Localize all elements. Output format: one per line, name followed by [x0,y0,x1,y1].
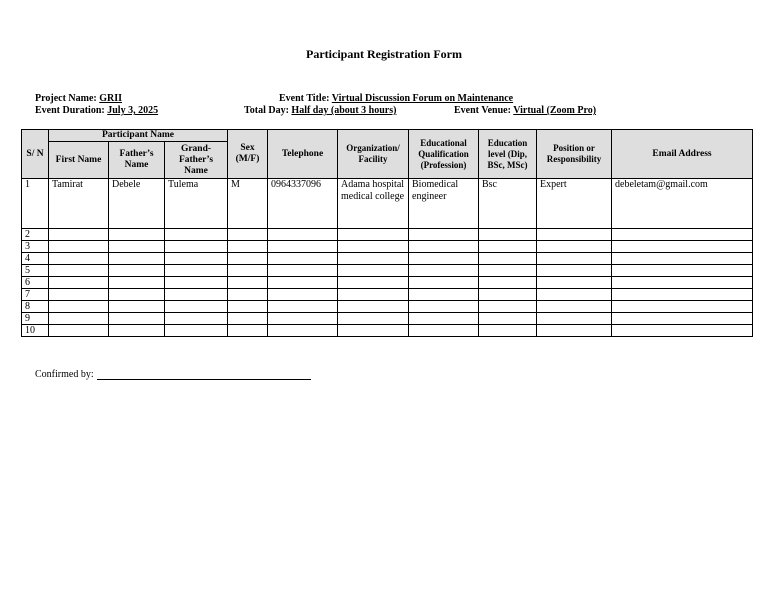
cell-telephone[interactable] [268,229,338,241]
cell-sex[interactable] [228,325,268,337]
header-email: Email Address [612,130,753,179]
project-name-label: Project Name: [35,93,97,104]
cell-position[interactable] [537,289,612,301]
cell-telephone[interactable] [268,301,338,313]
table-row [22,325,753,337]
header-position: Position or Responsibility [537,130,612,179]
cell-first-name[interactable] [49,265,109,277]
header-sn: S/ N [22,130,49,179]
cell-education-level[interactable] [479,313,537,325]
table-row [22,229,753,241]
cell-organization[interactable] [338,229,409,241]
cell-telephone[interactable] [268,325,338,337]
cell-sex[interactable] [228,313,268,325]
event-title-label: Event Title: [279,93,330,104]
event-venue [454,105,596,116]
cell-telephone[interactable]: 0964337096 [268,179,338,229]
cell-qualification[interactable] [409,265,479,277]
cell-qualification[interactable] [409,241,479,253]
cell-organization[interactable] [338,253,409,265]
header-participant-name: Participant Name [49,130,228,142]
header-organization: Organization/ Facility [338,130,409,179]
cell-position[interactable] [537,277,612,289]
cell-fathers-name[interactable] [109,301,165,313]
cell-sn: 5 [22,265,49,277]
cell-position[interactable] [537,265,612,277]
total-day [244,105,396,116]
cell-education-level[interactable]: Bsc [479,179,537,229]
cell-education-level[interactable] [479,229,537,241]
cell-sn: 3 [22,241,49,253]
cell-organization[interactable] [338,325,409,337]
cell-email[interactable] [612,313,753,325]
table-row [22,179,753,229]
cell-email[interactable] [612,241,753,253]
cell-grandfathers-name[interactable] [165,289,228,301]
table-row [22,253,753,265]
event-title [279,93,513,104]
cell-fathers-name[interactable]: Debele [109,179,165,229]
cell-sn: 2 [22,229,49,241]
cell-education-level[interactable] [479,241,537,253]
cell-position[interactable] [537,253,612,265]
table-row [22,313,753,325]
cell-email[interactable] [612,265,753,277]
cell-first-name[interactable]: Tamirat [49,179,109,229]
cell-first-name[interactable] [49,277,109,289]
cell-email[interactable]: debeletam@gmail.com [612,179,753,229]
cell-grandfathers-name[interactable] [165,229,228,241]
cell-qualification[interactable] [409,277,479,289]
cell-education-level[interactable] [479,253,537,265]
cell-first-name[interactable] [49,241,109,253]
cell-education-level[interactable] [479,301,537,313]
cell-sex[interactable] [228,301,268,313]
cell-grandfathers-name[interactable] [165,241,228,253]
cell-email[interactable] [612,277,753,289]
cell-organization[interactable] [338,241,409,253]
form-title: Participant Registration Form [306,47,462,61]
cell-organization[interactable] [338,289,409,301]
cell-position[interactable] [537,229,612,241]
cell-first-name[interactable] [49,325,109,337]
project-name [35,93,122,104]
cell-first-name[interactable] [49,301,109,313]
table-row [22,277,753,289]
cell-email[interactable] [612,229,753,241]
cell-telephone[interactable] [268,313,338,325]
header-telephone: Telephone [268,130,338,179]
cell-sn: 4 [22,253,49,265]
header-fathers-name: Father’s Name [109,142,165,179]
cell-telephone[interactable] [268,277,338,289]
total-day-label: Total Day: [244,105,289,116]
cell-sn: 7 [22,289,49,301]
cell-grandfathers-name[interactable] [165,253,228,265]
cell-sn: 8 [22,301,49,313]
confirmed-by [35,369,311,380]
cell-grandfathers-name[interactable] [165,265,228,277]
table-row [22,241,753,253]
cell-first-name[interactable] [49,229,109,241]
cell-education-level[interactable] [479,277,537,289]
header-education-level: Education level (Dip, BSc, MSc) [479,130,537,179]
cell-first-name[interactable] [49,289,109,301]
cell-first-name[interactable] [49,313,109,325]
cell-grandfathers-name[interactable] [165,313,228,325]
cell-qualification[interactable]: Biomedical engineer [409,179,479,229]
cell-fathers-name[interactable] [109,325,165,337]
total-day-value: Half day (about 3 hours) [291,105,397,116]
header-grandfathers-name: Grand- Father’s Name [165,142,228,179]
cell-telephone[interactable] [268,289,338,301]
cell-sn: 9 [22,313,49,325]
confirmed-by-label: Confirmed by: [35,369,94,380]
cell-position[interactable]: Expert [537,179,612,229]
event-duration-value: July 3, 2025 [107,105,159,116]
cell-email[interactable] [612,301,753,313]
cell-sex[interactable] [228,253,268,265]
cell-grandfathers-name[interactable] [165,301,228,313]
cell-qualification[interactable] [409,301,479,313]
project-name-value: GRII [99,93,123,104]
cell-position[interactable] [537,241,612,253]
table-row [22,265,753,277]
header-qualification: Educational Qualification (Profession) [409,130,479,179]
cell-telephone[interactable] [268,253,338,265]
cell-sex[interactable]: M [228,179,268,229]
event-venue-label: Event Venue: [454,105,511,116]
header-first-name: First Name [49,142,109,179]
cell-sex[interactable] [228,241,268,253]
event-duration [35,105,158,116]
cell-sex[interactable] [228,289,268,301]
event-venue-value: Virtual (Zoom Pro) [513,105,597,116]
signature-line[interactable] [97,369,311,380]
cell-grandfathers-name[interactable]: Tulema [165,179,228,229]
cell-education-level[interactable] [479,265,537,277]
cell-qualification[interactable] [409,325,479,337]
event-title-value: Virtual Discussion Forum on Maintenance [331,93,514,104]
cell-qualification[interactable] [409,253,479,265]
cell-grandfathers-name[interactable] [165,325,228,337]
cell-organization[interactable] [338,265,409,277]
header-sex: Sex (M/F) [228,130,268,179]
cell-position[interactable] [537,301,612,313]
cell-telephone[interactable] [268,265,338,277]
cell-sn: 10 [22,325,49,337]
cell-sn: 6 [22,277,49,289]
cell-organization[interactable] [338,313,409,325]
cell-telephone[interactable] [268,241,338,253]
cell-fathers-name[interactable] [109,277,165,289]
cell-fathers-name[interactable] [109,253,165,265]
cell-organization[interactable]: Adama hospital medical college [338,179,409,229]
cell-sex[interactable] [228,277,268,289]
cell-education-level[interactable] [479,289,537,301]
cell-email[interactable] [612,289,753,301]
table-row [22,301,753,313]
cell-qualification[interactable] [409,289,479,301]
cell-email[interactable] [612,253,753,265]
cell-organization[interactable] [338,301,409,313]
cell-fathers-name[interactable] [109,265,165,277]
cell-fathers-name[interactable] [109,229,165,241]
cell-sn: 1 [22,179,49,229]
cell-education-level[interactable] [479,325,537,337]
cell-grandfathers-name[interactable] [165,277,228,289]
cell-sex[interactable] [228,265,268,277]
cell-qualification[interactable] [409,229,479,241]
cell-email[interactable] [612,325,753,337]
cell-fathers-name[interactable] [109,241,165,253]
cell-fathers-name[interactable] [109,313,165,325]
cell-position[interactable] [537,325,612,337]
event-duration-label: Event Duration: [35,105,105,116]
cell-first-name[interactable] [49,253,109,265]
cell-position[interactable] [537,313,612,325]
cell-sex[interactable] [228,229,268,241]
cell-organization[interactable] [338,277,409,289]
table-row [22,289,753,301]
cell-qualification[interactable] [409,313,479,325]
cell-fathers-name[interactable] [109,289,165,301]
registration-table [21,129,753,337]
